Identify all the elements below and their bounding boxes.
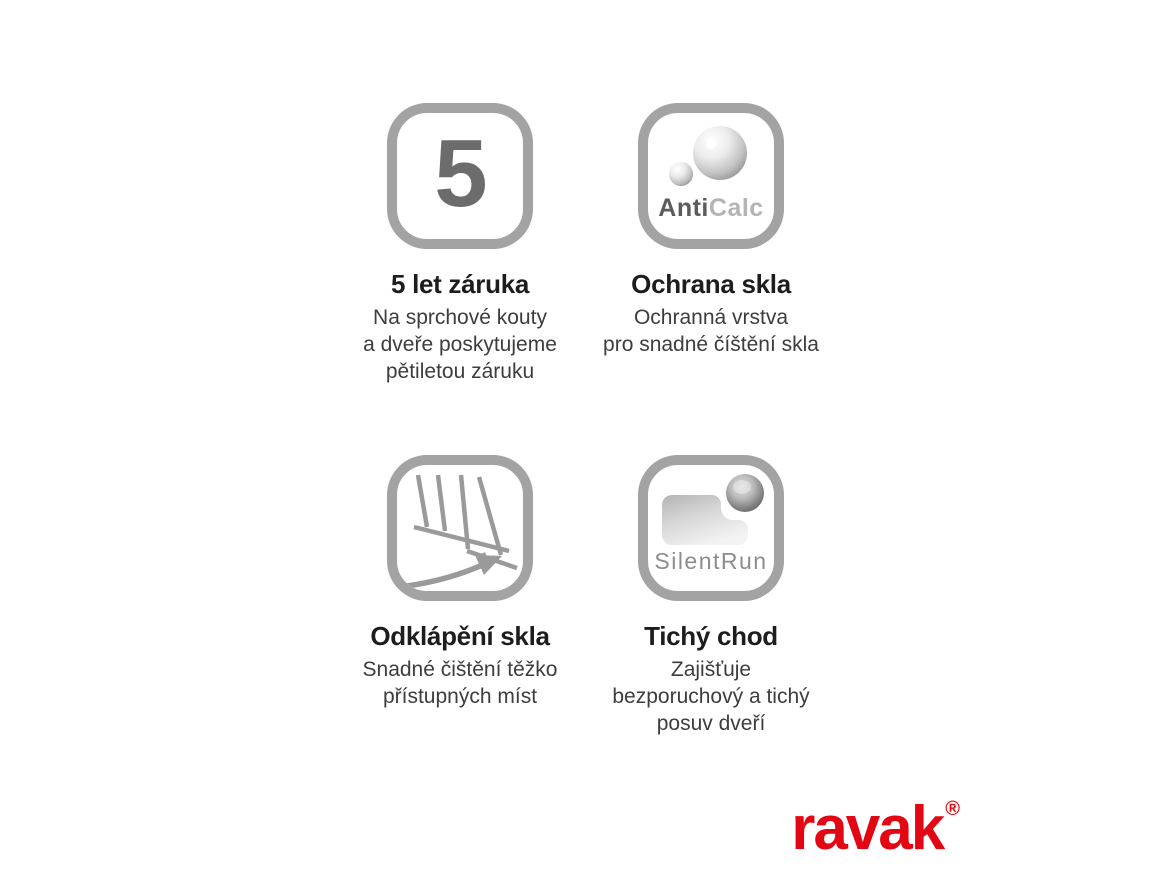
- silentrun-roller-icon: [648, 465, 774, 591]
- registered-trademark-icon: ®: [945, 798, 960, 820]
- feature-text-line: přístupných míst: [382, 685, 538, 708]
- feature-text-line: bezporuchový a tichý: [612, 685, 810, 708]
- wheel-highlight: [733, 480, 751, 494]
- feature-text-line: a dveře poskytujeme: [363, 333, 557, 356]
- bubble-highlight: [706, 139, 716, 149]
- anticalc-badge-frame: [638, 103, 784, 249]
- feature-card-warranty: [320, 103, 600, 385]
- feature-title-glass-protection: Ochrana skla: [631, 269, 791, 299]
- anticalc-bubbles-icon: [648, 113, 774, 239]
- feature-text-line: Zajišťuje: [670, 658, 752, 681]
- feature-title-glass-tilting: Odklápění skla: [370, 621, 550, 651]
- ravak-logo: [791, 794, 960, 863]
- feature-card-glass-tilting: [320, 455, 600, 710]
- silentrun-label: SilentRun: [654, 548, 768, 574]
- glass-tilt-icon: [397, 465, 523, 591]
- small-bubble: [669, 162, 693, 186]
- badge-5-icon: 5: [434, 120, 486, 227]
- anticalc-label: AntiCalc: [658, 194, 764, 222]
- feature-text-line: Ochranná vrstva: [633, 306, 789, 329]
- feature-text-line: pětiletou záruku: [385, 360, 535, 383]
- large-bubble: [693, 126, 747, 180]
- feature-text-line: Na sprchové kouty: [373, 306, 547, 329]
- swing-arrow-curve: [407, 563, 487, 586]
- feature-card-glass-protection: [571, 103, 851, 358]
- glass-tilt-badge-frame: [387, 455, 533, 601]
- feature-title-silent-operation: Tichý chod: [644, 621, 778, 651]
- feature-text-line: Snadné čištění těžko: [362, 658, 558, 681]
- warranty-badge-frame: [387, 103, 533, 249]
- ravak-logo-text: ravak: [791, 794, 944, 863]
- silentrun-badge-frame: [638, 455, 784, 601]
- feature-text-line: pro snadné číštění skla: [603, 333, 819, 356]
- feature-title-warranty: 5 let záruka: [390, 269, 530, 299]
- feature-card-silent-operation: [571, 455, 851, 737]
- feature-text-line: posuv dveří: [656, 712, 766, 735]
